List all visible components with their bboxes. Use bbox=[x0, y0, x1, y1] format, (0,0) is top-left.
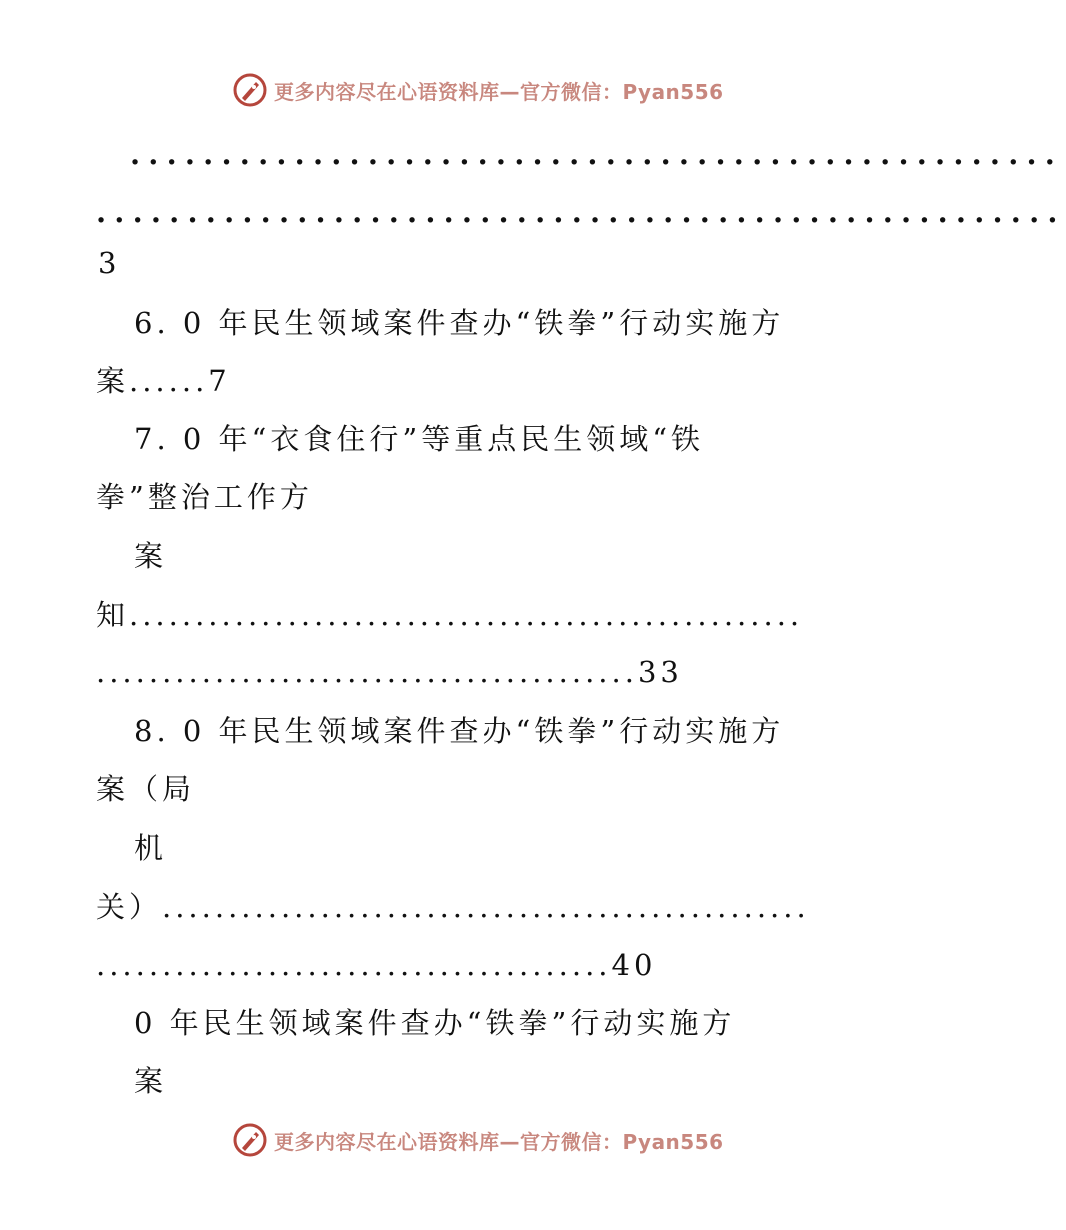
header-banner bbox=[232, 70, 724, 110]
toc-item-7-continuation[interactable]: 拳”整治工作方 bbox=[96, 480, 313, 514]
toc-item-7-continuation[interactable]: 案 bbox=[134, 539, 168, 573]
toc-page-number: 3 bbox=[98, 246, 121, 280]
footer-banner bbox=[232, 1120, 724, 1160]
section-heading: 0 年民生领域案件查办“铁拳”行动实施方 bbox=[134, 1006, 736, 1040]
toc-leader-dots: ................................................... bbox=[130, 137, 1064, 171]
toc-item-6-title[interactable]: 6. 0 年民生领域案件查办“铁拳”行动实施方 bbox=[134, 306, 785, 340]
toc-item-8-continuation[interactable]: 案（局 bbox=[96, 772, 196, 806]
toc-item-6-continuation[interactable]: 案......7 bbox=[96, 364, 231, 398]
section-heading-continuation: 案 bbox=[134, 1064, 168, 1098]
toc-item-8-title[interactable]: 8. 0 年民生领域案件查办“铁拳”行动实施方 bbox=[134, 714, 785, 748]
toc-item-8-continuation[interactable]: 关）................................................. bbox=[96, 890, 810, 924]
toc-item-7-title[interactable]: 7. 0 年“衣食住行”等重点民生领域“铁 bbox=[134, 422, 705, 456]
footer-banner-text: 更多内容尽在心语资料库—官方微信：Pyan556 bbox=[274, 1129, 724, 1154]
toc-item-7-continuation[interactable]: 知................................................... bbox=[96, 598, 804, 632]
toc-leader-dots: ..................................................... bbox=[96, 195, 1066, 229]
header-banner-text: 更多内容尽在心语资料库—官方微信：Pyan556 bbox=[274, 79, 724, 104]
pen-nib-seal-icon bbox=[232, 1122, 268, 1158]
toc-item-7-page-line[interactable]: .........................................33 bbox=[96, 655, 683, 689]
toc-item-8-continuation[interactable]: 机 bbox=[134, 831, 168, 865]
toc-item-8-page-line[interactable]: .......................................40 bbox=[96, 948, 657, 982]
pen-nib-seal-icon bbox=[232, 72, 268, 108]
